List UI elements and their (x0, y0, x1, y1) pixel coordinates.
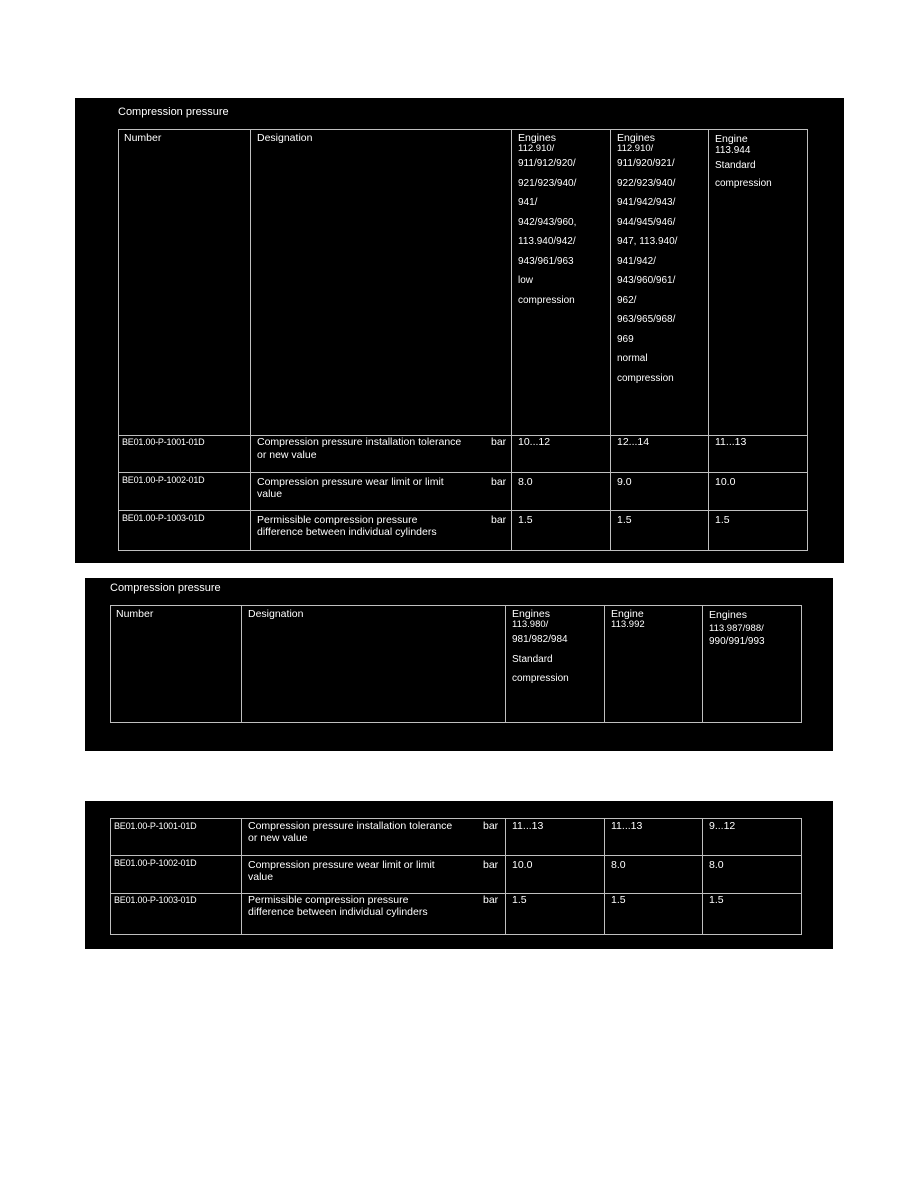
header-col3-title: Engines (709, 609, 747, 621)
table-row-designation: Compression pressure installation tolerance or new value bar (241, 818, 506, 856)
header-engine-col3-cell (708, 129, 808, 436)
value-cell: 8.0 (604, 855, 703, 894)
header-col1-engine-list: 112.910/ 911/912/920/ 921/923/940/ 941/ 942/943/960, 113.940/942/ 943/961/963 low compression (518, 143, 577, 306)
header-designation: Designation (248, 608, 304, 620)
table-row-designation: Permissible compression pressure difference between individual cylinders bar (250, 510, 512, 551)
header-engines-col2-cell (610, 129, 709, 436)
header-engines-col1-cell (505, 605, 605, 723)
value-cell: 1.5 (610, 510, 709, 551)
value-cell: 9.0 (610, 472, 709, 511)
compression-table-1 (75, 98, 844, 563)
table-row: BE01.00-P-1002-01D (118, 472, 251, 511)
unit-label: bar (483, 859, 499, 871)
value-cell: 8.0 (702, 855, 802, 894)
value-cell: 8.0 (511, 472, 611, 511)
header-col2-engine-list: 112.910/ 911/920/921/ 922/923/940/ 941/942/943/ 944/945/946/ 947, 113.940/ 941/942/ 943/960/961/ 962/ 963/965/968/ 969 normal compression (617, 143, 678, 384)
table-row: BE01.00-P-1002-01D (110, 855, 242, 894)
table-row-designation: Compression pressure wear limit or limit value bar (241, 855, 506, 894)
value-cell: 1.5 (702, 893, 802, 935)
value-cell: 10.0 (505, 855, 605, 894)
table-row: BE01.00-P-1001-01D (118, 435, 251, 473)
value-cell: 11...13 (505, 818, 605, 856)
header-designation: Designation (257, 132, 313, 144)
header-number: Number (116, 608, 154, 620)
value-cell: 1.5 (511, 510, 611, 551)
table-row-designation: Permissible compression pressure difference between individual cylinders bar (241, 893, 506, 935)
value-cell: 11...13 (604, 818, 703, 856)
header-col2-title: Engines (617, 132, 655, 144)
unit-label: bar (483, 894, 499, 906)
unit-label: bar (491, 476, 507, 488)
header-designation-cell (250, 129, 512, 436)
value-cell: 1.5 (604, 893, 703, 935)
value-cell: 10...12 (511, 435, 611, 473)
header-engine-col2-cell (604, 605, 703, 723)
header-designation-cell (241, 605, 506, 723)
header-col1-title: Engines (512, 608, 550, 620)
compression-table-2-header (85, 578, 833, 751)
value-cell: 1.5 (708, 510, 808, 551)
value-cell: 9...12 (702, 818, 802, 856)
header-col1-engine-list: 113.980/ 981/982/984 Standard compression (512, 619, 569, 684)
header-number: Number (124, 132, 162, 144)
unit-label: bar (491, 436, 507, 448)
header-col3-engine-list: 113.987/988/ 990/991/993 (709, 623, 765, 647)
value-cell: 12...14 (610, 435, 709, 473)
table-row-designation: Compression pressure installation tolerance or new value bar (250, 435, 512, 473)
header-number-cell (118, 129, 251, 436)
unit-label: bar (491, 514, 507, 526)
value-cell: 1.5 (505, 893, 605, 935)
value-cell: 11...13 (708, 435, 808, 473)
value-cell: 10.0 (708, 472, 808, 511)
compression-table-2-rows (85, 801, 833, 949)
header-col1-title: Engines (518, 132, 556, 144)
header-col3-title: Engine (715, 133, 748, 145)
header-number-cell (110, 605, 242, 723)
header-col2-title: Engine (611, 608, 644, 620)
header-col2-engine-list: 113.992 (611, 619, 645, 630)
unit-label: bar (483, 820, 499, 832)
header-engines-col1-cell (511, 129, 611, 436)
table-row: BE01.00-P-1001-01D (110, 818, 242, 856)
table-row: BE01.00-P-1003-01D (110, 893, 242, 935)
table-title: Compression pressure (118, 106, 229, 118)
table-row-designation: Compression pressure wear limit or limit value bar (250, 472, 512, 511)
table-row: BE01.00-P-1003-01D (118, 510, 251, 551)
header-col3-engine-list: 113.944 Standard compression (715, 145, 772, 189)
table-title: Compression pressure (110, 582, 221, 594)
header-engines-col3-cell (702, 605, 802, 723)
